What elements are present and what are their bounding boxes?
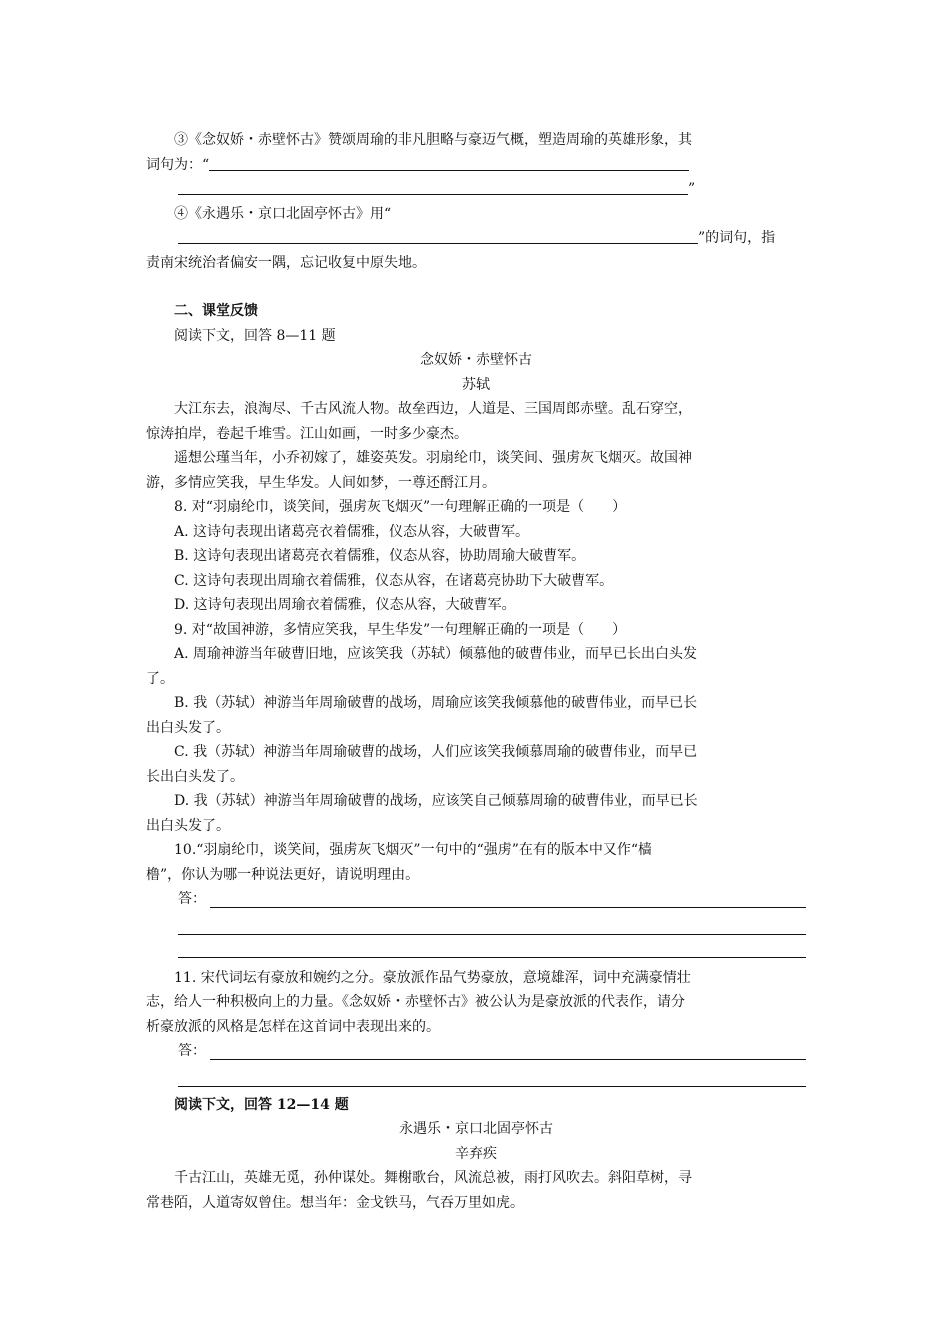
recall-q4 <box>146 202 806 227</box>
q10-answer-line[interactable] <box>178 941 806 958</box>
poem1-text-line: 大江东去，浪淘尽、千古风流人物。故垒西边，人道是、三国周郎赤壁。乱石穿空， <box>174 401 692 417</box>
section2-intro: 阅读下文，回答 8—11 题 <box>174 327 336 344</box>
poem2-author: 辛弃疾 <box>455 1145 497 1162</box>
q8-stem: 8. 对“羽扇纶巾，谈笑间，强虏灰飞烟灭”一句理解正确的一项是（ ） <box>174 499 627 515</box>
q11-answer-row <box>146 1039 806 1064</box>
recall-q4-line3: 责南宋统治者偏安一隅，忘记收复中原失地。 <box>146 254 426 271</box>
poem1-author: 苏轼 <box>462 376 490 393</box>
q10-stem: 10.“羽扇纶巾，谈笑间，强虏灰飞烟灭”一句中的“强虏”在有的版本中又作“樯 <box>174 842 653 858</box>
q9-option-b-cont[interactable]: 出白头发了。 <box>146 719 230 736</box>
spacer <box>146 275 806 299</box>
recall-q3-blank-1[interactable] <box>209 154 689 171</box>
q8-option-b[interactable]: B. 这诗句表现出诸葛亮衣着儒雅，仪态从容，协助周瑜大破曹军。 <box>174 548 586 564</box>
q11-answer-line[interactable] <box>210 1043 806 1060</box>
document-content <box>146 128 806 1215</box>
q11-stem-cont: 析豪放派的风格是怎样在这首词中表现出来的。 <box>146 1018 440 1035</box>
q11-stem: 11. 宋代词坛有豪放和婉约之分。豪放派作品气势豪放，意境雄浑，词中充满豪情壮 <box>174 969 691 986</box>
q10-answer-line[interactable] <box>210 891 806 908</box>
recall-q3-line3 <box>146 177 806 202</box>
recall-q3-blank-2[interactable] <box>178 178 688 195</box>
q9-option-a-cont[interactable]: 了。 <box>146 670 174 687</box>
poem1-text-line: 惊涛拍岸，卷起千堆雪。江山如画，一时多少豪杰。 <box>146 425 468 442</box>
recall-q4-suffix: ”的词句，指 <box>698 230 776 246</box>
q9-option-a[interactable]: A. 周瑜神游当年破曹旧地，应该笑我（苏轼）倾慕他的破曹伟业，而早已长出白头发 <box>174 646 698 662</box>
poem1-title: 念奴娇・赤壁怀古 <box>420 352 532 368</box>
q9-stem: 9. 对“故国神游，多情应笑我，早生华发”一句理解正确的一项是（ ） <box>174 621 627 638</box>
section3-intro: 阅读下文，回答 12—14 题 <box>174 1096 349 1113</box>
q8-option-c[interactable]: C. 这诗句表现出周瑜衣着儒雅，仪态从容，在诸葛亮协助下大破曹军。 <box>174 572 614 589</box>
recall-q3 <box>146 128 806 153</box>
q9-option-c[interactable]: C. 我（苏轼）神游当年周瑜破曹的战场，人们应该笑我倾慕周瑜的破曹伟业，而早已 <box>174 744 698 760</box>
poem2-text-line: 常巷陌，人道寄奴曾住。想当年：金戈铁马，气吞万里如虎。 <box>146 1194 524 1211</box>
q9-option-c-cont[interactable]: 长出白头发了。 <box>146 768 244 785</box>
q11-stem-cont: 志，给人一种积极向上的力量。《念奴娇・赤壁怀古》被公认为是豪放派的代表作，请分 <box>146 994 685 1010</box>
recall-q3-prefix: 词句为：“ <box>146 156 210 173</box>
poem1-text-line: 游，多情应笑我，早生华发。人间如梦，一尊还酹江月。 <box>146 474 496 491</box>
poem1-text-line: 遥想公瑾当年，小乔初嫁了，雄姿英发。羽扇纶巾，谈笑间、强虏灰飞烟灭。故国神 <box>174 450 692 466</box>
recall-q4-text: ④《永遇乐・京口北固亭怀古》用“ <box>174 205 392 222</box>
q8-option-d[interactable]: D. 这诗句表现出周瑜衣着儒雅，仪态从容，大破曹军。 <box>174 597 516 613</box>
q9-option-b[interactable]: B. 我（苏轼）神游当年周瑜破曹的战场，周瑜应该笑我倾慕他的破曹伟业，而早已长 <box>174 695 698 711</box>
recall-q4-line2 <box>146 226 806 251</box>
section-heading-feedback: 二、课堂反馈 <box>174 303 258 319</box>
q9-option-d[interactable]: D. 我（苏轼）神游当年周瑜破曹的战场，应该笑自己倾慕周瑜的破曹伟业，而早已长 <box>174 793 698 809</box>
q9-option-d-cont[interactable]: 出白头发了。 <box>146 817 230 834</box>
q11-answer-label: 答： <box>178 1043 206 1059</box>
poem2-title: 永遇乐・京口北固亭怀古 <box>399 1121 553 1137</box>
q11-answer-line[interactable] <box>178 1070 806 1087</box>
recall-q4-blank[interactable] <box>178 227 698 244</box>
poem2-text-line: 千古江山，英雄无觅，孙仲谋处。舞榭歌台，风流总被，雨打风吹去。斜阳草树，寻 <box>174 1170 692 1186</box>
q10-answer-row <box>146 887 806 912</box>
recall-q3-text: ③《念奴娇・赤壁怀古》赞颂周瑜的非凡胆略与豪迈气概，塑造周瑜的英雄形象，其 <box>174 132 692 148</box>
recall-q3-line2 <box>146 153 806 178</box>
q10-answer-line[interactable] <box>178 918 806 935</box>
q8-option-a[interactable]: A. 这诗句表现出诸葛亮衣着儒雅，仪态从容，大破曹军。 <box>174 523 530 540</box>
recall-q3-close-quote: ” <box>688 181 696 197</box>
q10-stem-cont: 橹”，你认为哪一种说法更好，请说明理由。 <box>146 866 420 883</box>
q10-answer-label: 答： <box>178 891 206 907</box>
